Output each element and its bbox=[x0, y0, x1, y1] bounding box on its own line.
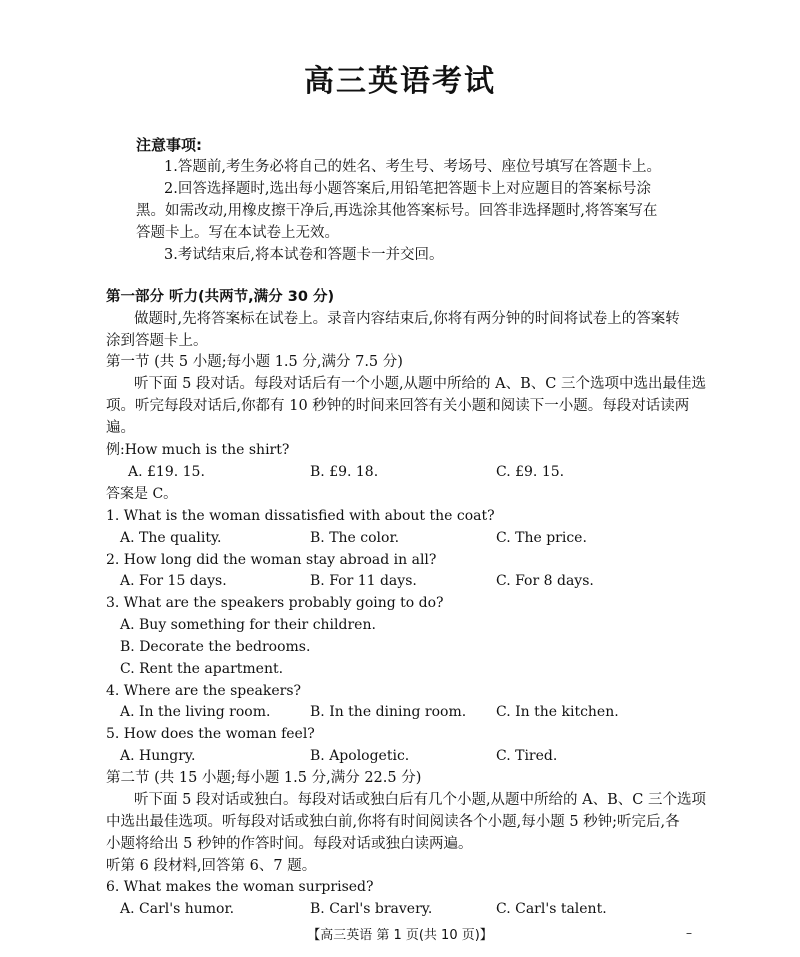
question-6: 6. What makes the woman surprised? bbox=[106, 879, 374, 895]
section2-instruction: 小题将给出 5 秒钟的作答时间。每段对话或独白读两遍。 bbox=[106, 836, 473, 852]
question-2: 2. How long did the woman stay abroad in all? bbox=[106, 552, 437, 568]
question-1-option-c: C. The price. bbox=[496, 530, 587, 546]
question-4-option-c: C. In the kitchen. bbox=[496, 704, 619, 720]
question-5-option-b: B. Apologetic. bbox=[310, 748, 410, 764]
page-title: 高三英语考试 bbox=[304, 64, 496, 99]
example-option-c: C. £9. 15. bbox=[496, 464, 565, 480]
section1-heading: 第一节 (共 5 小题;每小题 1.5 分,满分 7.5 分) bbox=[106, 354, 403, 370]
section1-instruction: 听下面 5 段对话。每段对话后有一个小题,从题中所给的 A、B、C 三个选项中选出最佳选 bbox=[134, 376, 706, 392]
question-4: 4. Where are the speakers? bbox=[106, 683, 302, 699]
example-option-a: A. £19. 15. bbox=[128, 464, 205, 480]
question-5-option-a: A. Hungry. bbox=[120, 748, 196, 764]
question-5-option-c: C. Tired. bbox=[496, 748, 558, 764]
example-answer: 答案是 C。 bbox=[106, 486, 178, 502]
notice-line: 1.答题前,考生务必将自己的姓名、考生号、考场号、座位号填写在答题卡上。 bbox=[164, 159, 661, 175]
question-1: 1. What is the woman dissatisfied with about the coat? bbox=[106, 508, 495, 524]
question-3: 3. What are the speakers probably going to do? bbox=[106, 595, 444, 611]
section2-instruction: 听下面 5 段对话或独白。每段对话或独白后有几个小题,从题中所给的 A、B、C 三个选项 bbox=[134, 792, 706, 808]
question-4-option-a: A. In the living room. bbox=[120, 704, 271, 720]
question-2-option-c: C. For 8 days. bbox=[496, 573, 594, 589]
question-1-option-b: B. The color. bbox=[310, 530, 400, 546]
question-5: 5. How does the woman feel? bbox=[106, 726, 315, 742]
material-note: 听第 6 段材料,回答第 6、7 题。 bbox=[106, 858, 317, 874]
question-3-option-a: A. Buy something for their children. bbox=[120, 617, 376, 633]
notice-line: 3.考试结束后,将本试卷和答题卡一并交回。 bbox=[164, 247, 444, 263]
question-3-option-c: C. Rent the apartment. bbox=[120, 661, 284, 677]
question-4-option-b: B. In the dining room. bbox=[310, 704, 467, 720]
notice-line: 2.回答选择题时,选出每小题答案后,用铅笔把答题卡上对应题目的答案标号涂 bbox=[164, 181, 652, 197]
section2-instruction: 中选出最佳选项。听每段对话或独白前,你将有时间阅读各个小题,每小题 5 秒钟;听完后,各 bbox=[106, 814, 680, 830]
section1-instruction: 项。听完每段对话后,你都有 10 秒钟的时间来回答有关小题和阅读下一小题。每段对话读两 bbox=[106, 398, 690, 414]
example-question: 例:How much is the shirt? bbox=[106, 442, 290, 458]
example-option-b: B. £9. 18. bbox=[310, 464, 379, 480]
part1-heading: 第一部分 听力(共两节,满分 30 分) bbox=[106, 289, 335, 305]
notice-line: 答题卡上。写在本试卷上无效。 bbox=[136, 225, 339, 241]
part1-intro-line: 涂到答题卡上。 bbox=[106, 333, 208, 349]
question-6-option-a: A. Carl's humor. bbox=[120, 901, 235, 917]
section2-heading: 第二节 (共 15 小题;每小题 1.5 分,满分 22.5 分) bbox=[106, 770, 422, 786]
question-2-option-a: A. For 15 days. bbox=[120, 573, 227, 589]
question-1-option-a: A. The quality. bbox=[120, 530, 222, 546]
part1-intro-line: 做题时,先将答案标在试卷上。录音内容结束后,你将有两分钟的时间将试卷上的答案转 bbox=[134, 311, 680, 327]
notice-line: 黑。如需改动,用橡皮擦干净后,再选涂其他答案标号。回答非选择题时,将答案写在 bbox=[136, 203, 658, 219]
corner-mark: – bbox=[686, 926, 692, 940]
page-footer: 【高三英语 第 1 页(共 10 页)】 bbox=[307, 928, 493, 943]
question-6-option-b: B. Carl's bravery. bbox=[310, 901, 433, 917]
question-6-option-c: C. Carl's talent. bbox=[496, 901, 607, 917]
section1-instruction: 遍。 bbox=[106, 420, 135, 436]
question-2-option-b: B. For 11 days. bbox=[310, 573, 417, 589]
notice-heading: 注意事项: bbox=[136, 136, 202, 154]
question-3-option-b: B. Decorate the bedrooms. bbox=[120, 639, 311, 655]
